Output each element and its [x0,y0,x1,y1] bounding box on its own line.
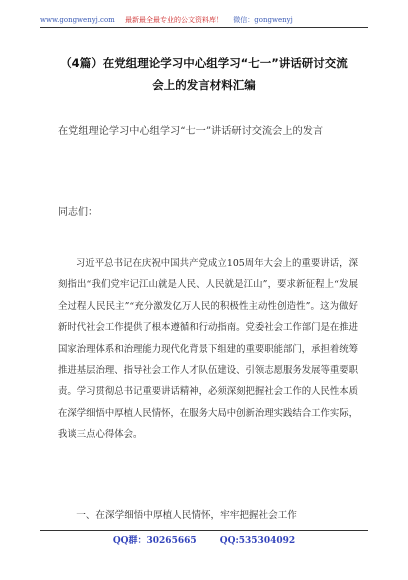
header-site-link[interactable]: www.gongwenyj.com [40,16,115,24]
page-header [40,14,368,26]
salutation: 同志们： [58,207,98,218]
body-paragraph: 习近平总书记在庆祝中国共产党成立105周年大会上的重要讲话，深刻指出“我们党牢记江山就是人民、人民就是江山”，要求新征程上“发展全过程人民民主”“充分激发亿万人民的积极性主动性创造性”。这为做好新时代社会工作提供了根本遵循和行动指南。党委社会工作部门是在推进国家治理体系和治理能力现代化背景下组建的重要职能部门，承担着统筹推进基层治理、指导社会工作人才队伍建设、引领志愿服务发展等重要职责。学习贯彻总书记重要讲话精神，必须深刻把握社会工作的人民性本质在深学细悟中厚植人民情怀，在服务大局中创新治理实践结合工作实际，我谈三点心得体会。 [58,258,359,441]
section-heading: 一、在深学细悟中厚植人民情怀，牢牢把握社会工作 [76,510,297,521]
footer-qq-group: QQ群：30265665 [112,536,197,546]
footer-qq: QQ:535304092 [219,536,296,546]
document-subtitle: 在党组理论学习中心组学习“七一”讲话研讨交流会上的发言 [58,126,324,137]
footer-divider [40,530,368,531]
header-slogan: 最新最全最专业的公文资料库！ [125,16,224,24]
header-divider [40,27,368,28]
document-title: （4篇）在党组理论学习中心组学习“七一”讲话研讨交流会上的发言材料汇编 [60,56,348,92]
page-footer [0,534,408,548]
header-wechat: 微信：gongwenyj [233,16,293,24]
